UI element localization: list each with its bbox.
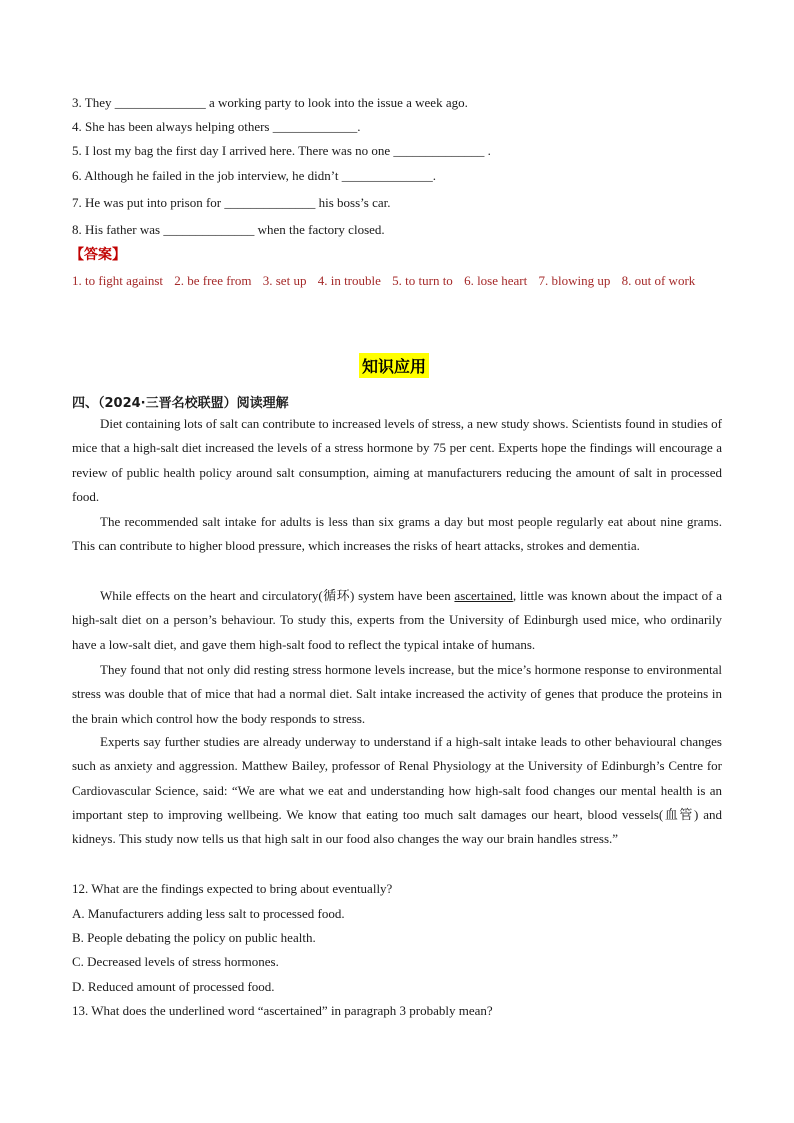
option-12-d: D. Reduced amount of processed food. [72, 979, 275, 994]
answer-2: 2. be free from [174, 273, 252, 288]
section-title: 知识应用 [359, 353, 429, 378]
passage-paragraph-3 [72, 584, 722, 657]
answer-8: 8. out of work [621, 273, 696, 288]
fill-in-item-6: 6. Although he failed in the job interview, he didn’t ______________. [72, 168, 436, 183]
underlined-word: ascertained [454, 588, 513, 603]
option-12-a: A. Manufacturers adding less salt to processed food. [72, 906, 345, 921]
answer-1: 1. to fight against [72, 273, 163, 288]
fill-in-item-3: 3. They ______________ a working party to look into the issue a week ago. [72, 95, 468, 110]
answer-4: 4. in trouble [317, 273, 381, 288]
passage-paragraph-1: Diet containing lots of salt can contribute to increased levels of stress, a new study shows. Scientists found in studies of mice that a high-salt diet increased the levels of a stress hormone by 75 per cent. Experts hope the findings will encourage a review of public health policy around salt consumption, aiming at manufacturers reducing the amount of salt in processed food. [72, 416, 722, 504]
option-12-c: C. Decreased levels of stress hormones. [72, 954, 279, 969]
fill-in-item-5: 5. I lost my bag the first day I arrived here. There was no one ______________ . [72, 143, 491, 158]
answer-7: 7. blowing up [538, 273, 611, 288]
passage-paragraph-2: The recommended salt intake for adults is less than six grams a day but most people regularly eat about nine grams. This can contribute to higher blood pressure, which increases the risks of heart attacks, strokes and dementia. [72, 514, 722, 554]
answer-3: 3. set up [262, 273, 307, 288]
option-12-b: B. People debating the policy on public health. [72, 930, 316, 945]
question-13: 13. What does the underlined word “ascertained” in paragraph 3 probably mean? [72, 1003, 493, 1018]
paragraph-3-end: , little was known about the impact of a high-salt diet on a person’s behaviour. To study this, experts from the University of Edinburgh used mice, who ordinarily have a low-salt diet, and gave them high-salt food to reflect the typical intake of humans. [72, 588, 722, 652]
passage-paragraph-4: They found that not only did resting stress hormone levels increase, but the mice’s hormone response to environmental stress was double that of mice that had a normal diet. Salt intake increased the activity of genes that produce the proteins in the brain which control how the body responds to stress. [72, 662, 722, 726]
answer-list [72, 269, 724, 293]
answer-6: 6. lose heart [464, 273, 528, 288]
question-header: 四、（2024·三晋名校联盟）阅读理解 [72, 396, 289, 411]
question-12: 12. What are the findings expected to bring about eventually? [72, 881, 393, 896]
fill-in-item-4: 4. She has been always helping others _____________. [72, 119, 361, 134]
fill-in-item-7: 7. He was put into prison for ______________ his boss’s car. [72, 195, 391, 210]
passage-paragraph-5: Experts say further studies are already underway to understand if a high-salt intake leads to other behavioural changes such as anxiety and aggression. Matthew Bailey, professor of Renal Physiology at the University of Edinburgh’s Centre for Cardiovascular Science, said: “We are what we eat and understanding how high-salt food changes our mental health is an important step to improving wellbeing. We know that eating too much salt damages our heart, blood vessels(血管) and kidneys. This study now tells us that high salt in our food also changes the way our brain handles stress.” [72, 734, 722, 847]
fill-in-item-8: 8. His father was ______________ when the factory closed. [72, 222, 385, 237]
paragraph-3-start: While effects on the heart and circulatory(循环) system have been [100, 588, 455, 603]
answer-tag: 【答案】 [70, 248, 126, 263]
answer-5: 5. to turn to [392, 273, 453, 288]
